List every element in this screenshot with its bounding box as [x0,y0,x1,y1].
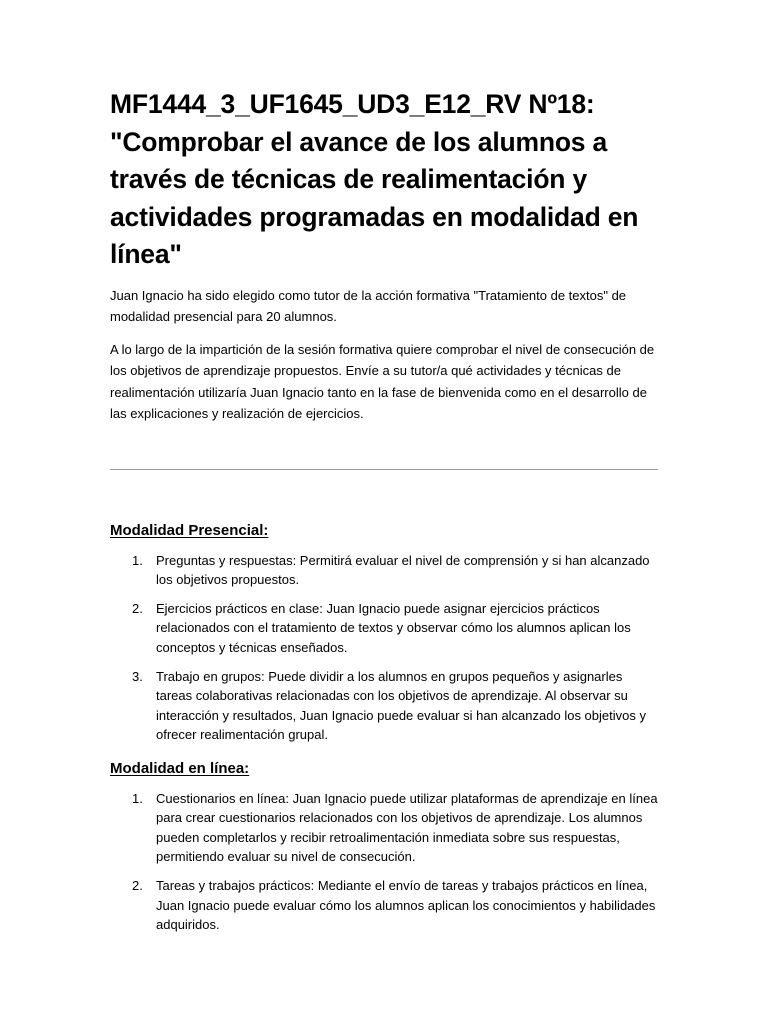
en-linea-list [110,789,662,934]
list-item-text: Tareas y trabajos prácticos: Mediante el envío de tareas y trabajos prácticos en línea, Juan Ignacio puede evaluar cómo los alumnos aplican los conocimientos y habilidades adquiridos. [156,878,656,932]
document-page [110,86,662,934]
list-number: 1. [132,552,143,568]
list-item [110,789,662,866]
list-item-text: Cuestionarios en línea: Juan Ignacio puede utilizar plataformas de aprendizaje en línea para crear cuestionarios relacionados con los objetivos de aprendizaje. Los alumnos pueden completarlos y recibir retroalimentación inmediata sobre sus respuestas, permitiendo evaluar su nivel de consecución. [156,791,658,865]
list-item [110,876,662,934]
list-number: 2. [132,601,143,617]
list-item [110,667,662,744]
list-number: 2. [132,878,143,894]
list-number: 1. [132,791,143,807]
list-number: 3. [132,668,143,684]
list-item-text: Ejercicios prácticos en clase: Juan Ignacio puede asignar ejercicios prácticos relacionados con el tratamiento de textos y observar cómo los alumnos aplican los conceptos y técnicas enseñados. [156,601,631,655]
section-heading-en-linea: Modalidad en línea: [110,760,250,778]
list-item-text: Preguntas y respuestas: Permitirá evaluar el nivel de comprensión y si han alcanzado los objetivos propuestos. [156,552,650,587]
list-item [110,551,662,590]
horizontal-divider [110,469,658,470]
intro-paragraph: Juan Ignacio ha sido elegido como tutor de la acción formativa "Tratamiento de textos" de modalidad presencial para 20 alumnos. [110,287,627,324]
instructions-paragraph: A lo largo de la impartición de la sesión formativa quiere comprobar el nivel de consecución de los objetivos de aprendizaje propuestos. Envíe a su tutor/a qué actividades y técnicas de realimentación utilizaría Juan Ignacio tanto en la fase de bienvenida como en el desarrollo de las explicaciones y realización de ejercicios. [110,341,655,421]
section-heading-presencial: Modalidad Presencial: [110,521,269,539]
list-item [110,599,662,657]
list-item-text: Trabajo en grupos: Puede dividir a los alumnos en grupos pequeños y asignarles tareas colaborativas relacionadas con los objetivos de aprendizaje. Al observar su interacción y resultados, Juan Ignacio puede evaluar si han alcanzado los objetivos y ofrecer realimentación grupal. [156,668,646,742]
document-title: MF1444_3_UF1645_UD3_E12_RV Nº18: "Comprobar el avance de los alumnos a través de técnicas de realimentación y actividades programadas en modalidad en línea" [110,89,639,269]
presencial-list [110,551,662,745]
